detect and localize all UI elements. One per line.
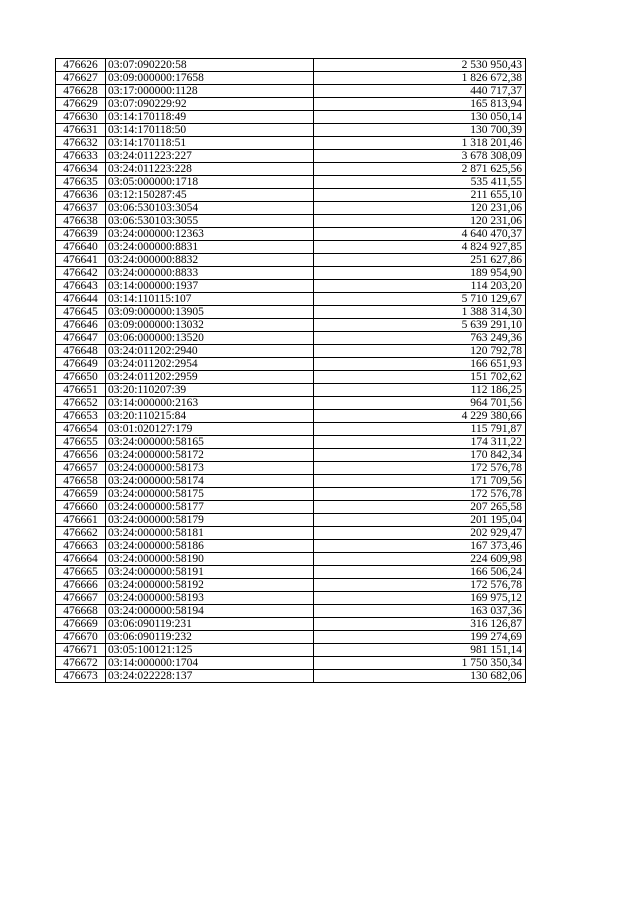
cadastral-number-cell: 03:24:000000:58191 (106, 566, 314, 579)
cadastral-value-cell: 120 231,06 (314, 202, 526, 215)
row-number-cell: 476640 (56, 241, 106, 254)
row-number-cell: 476650 (56, 371, 106, 384)
cadastral-value-cell: 4 229 380,66 (314, 410, 526, 423)
cadastral-value-cell: 2 871 625,56 (314, 163, 526, 176)
cadastral-value-cell: 170 842,34 (314, 449, 526, 462)
row-number-cell: 476668 (56, 605, 106, 618)
table-row (56, 527, 526, 540)
table-row (56, 410, 526, 423)
cadastral-number-cell: 03:14:170118:49 (106, 111, 314, 124)
table-row (56, 228, 526, 241)
table-row (56, 150, 526, 163)
cadastral-number-cell: 03:20:110215:84 (106, 410, 314, 423)
table-row (56, 241, 526, 254)
cadastral-number-cell: 03:24:000000:58193 (106, 592, 314, 605)
cadastral-number-cell: 03:24:000000:58181 (106, 527, 314, 540)
cadastral-number-cell: 03:07:090220:58 (106, 59, 314, 72)
row-number-cell: 476671 (56, 644, 106, 657)
row-number-cell: 476627 (56, 72, 106, 85)
table-row (56, 332, 526, 345)
cadastral-number-cell: 03:24:000000:58190 (106, 553, 314, 566)
cadastral-number-cell: 03:24:000000:8833 (106, 267, 314, 280)
cadastral-number-cell: 03:24:000000:58192 (106, 579, 314, 592)
cadastral-number-cell: 03:06:530103:3054 (106, 202, 314, 215)
table-row (56, 670, 526, 683)
table-row (56, 436, 526, 449)
cadastral-number-cell: 03:05:000000:1718 (106, 176, 314, 189)
cadastral-value-cell: 1 318 201,46 (314, 137, 526, 150)
row-number-cell: 476657 (56, 462, 106, 475)
cadastral-value-cell: 5 710 129,67 (314, 293, 526, 306)
cadastral-number-cell: 03:12:150287:45 (106, 189, 314, 202)
table-row (56, 514, 526, 527)
cadastral-number-cell: 03:14:000000:1937 (106, 280, 314, 293)
cadastral-value-cell: 130 682,06 (314, 670, 526, 683)
cadastral-number-cell: 03:06:530103:3055 (106, 215, 314, 228)
table-row (56, 644, 526, 657)
row-number-cell: 476669 (56, 618, 106, 631)
table-row (56, 592, 526, 605)
cadastral-number-cell: 03:24:000000:12363 (106, 228, 314, 241)
cadastral-value-cell: 199 274,69 (314, 631, 526, 644)
row-number-cell: 476648 (56, 345, 106, 358)
table-row (56, 98, 526, 111)
cadastral-value-cell: 163 037,36 (314, 605, 526, 618)
row-number-cell: 476670 (56, 631, 106, 644)
table-row (56, 306, 526, 319)
row-number-cell: 476651 (56, 384, 106, 397)
cadastral-number-cell: 03:09:000000:13032 (106, 319, 314, 332)
row-number-cell: 476632 (56, 137, 106, 150)
table-row (56, 657, 526, 670)
row-number-cell: 476654 (56, 423, 106, 436)
cadastral-value-cell: 981 151,14 (314, 644, 526, 657)
row-number-cell: 476633 (56, 150, 106, 163)
table-row (56, 345, 526, 358)
cadastral-value-cell: 166 506,24 (314, 566, 526, 579)
row-number-cell: 476635 (56, 176, 106, 189)
row-number-cell: 476656 (56, 449, 106, 462)
cadastral-value-cell: 130 700,39 (314, 124, 526, 137)
cadastral-number-cell: 03:05:100121:125 (106, 644, 314, 657)
cadastral-number-cell: 03:01:020127:179 (106, 423, 314, 436)
table-row (56, 488, 526, 501)
cadastral-value-cell: 120 792,78 (314, 345, 526, 358)
row-number-cell: 476642 (56, 267, 106, 280)
cadastral-value-cell: 3 678 308,09 (314, 150, 526, 163)
cadastral-number-cell: 03:07:090229:92 (106, 98, 314, 111)
cadastral-value-cell: 166 651,93 (314, 358, 526, 371)
cadastral-number-cell: 03:24:011202:2940 (106, 345, 314, 358)
table-row (56, 397, 526, 410)
cadastral-value-cell: 535 411,55 (314, 176, 526, 189)
table-row (56, 358, 526, 371)
row-number-cell: 476664 (56, 553, 106, 566)
cadastral-value-cell: 151 702,62 (314, 371, 526, 384)
row-number-cell: 476667 (56, 592, 106, 605)
cadastral-number-cell: 03:24:011223:227 (106, 150, 314, 163)
cadastral-number-cell: 03:06:000000:13520 (106, 332, 314, 345)
row-number-cell: 476629 (56, 98, 106, 111)
row-number-cell: 476655 (56, 436, 106, 449)
table-row (56, 293, 526, 306)
table-row (56, 85, 526, 98)
cadastral-value-cell: 172 576,78 (314, 579, 526, 592)
table-row (56, 254, 526, 267)
table-row (56, 202, 526, 215)
cadastral-value-cell: 211 655,10 (314, 189, 526, 202)
row-number-cell: 476666 (56, 579, 106, 592)
row-number-cell: 476644 (56, 293, 106, 306)
table-row (56, 423, 526, 436)
cadastral-number-cell: 03:14:110115:107 (106, 293, 314, 306)
table-body (56, 59, 526, 683)
table-row (56, 553, 526, 566)
cadastral-number-cell: 03:14:000000:2163 (106, 397, 314, 410)
table-row (56, 163, 526, 176)
cadastral-number-cell: 03:24:000000:8832 (106, 254, 314, 267)
cadastral-number-cell: 03:24:000000:58175 (106, 488, 314, 501)
row-number-cell: 476626 (56, 59, 106, 72)
row-number-cell: 476652 (56, 397, 106, 410)
cadastral-number-cell: 03:24:000000:58174 (106, 475, 314, 488)
cadastral-value-cell: 165 813,94 (314, 98, 526, 111)
row-number-cell: 476646 (56, 319, 106, 332)
cadastral-number-cell: 03:14:170118:51 (106, 137, 314, 150)
table-row (56, 579, 526, 592)
cadastral-value-cell: 130 050,14 (314, 111, 526, 124)
cadastral-value-cell: 120 231,06 (314, 215, 526, 228)
row-number-cell: 476673 (56, 670, 106, 683)
cadastral-value-cell: 2 530 950,43 (314, 59, 526, 72)
cadastral-number-cell: 03:24:000000:58177 (106, 501, 314, 514)
cadastral-number-cell: 03:24:000000:58165 (106, 436, 314, 449)
row-number-cell: 476641 (56, 254, 106, 267)
table-row (56, 618, 526, 631)
cadastral-number-cell: 03:24:011202:2954 (106, 358, 314, 371)
cadastral-value-cell: 316 126,87 (314, 618, 526, 631)
cadastral-number-cell: 03:06:090119:231 (106, 618, 314, 631)
row-number-cell: 476638 (56, 215, 106, 228)
cadastral-number-cell: 03:24:000000:58186 (106, 540, 314, 553)
cadastral-number-cell: 03:24:000000:58179 (106, 514, 314, 527)
table-row (56, 566, 526, 579)
row-number-cell: 476636 (56, 189, 106, 202)
table-row (56, 540, 526, 553)
cadastral-value-cell: 201 195,04 (314, 514, 526, 527)
table-row (56, 475, 526, 488)
cadastral-number-cell: 03:09:000000:13905 (106, 306, 314, 319)
cadastral-value-cell: 224 609,98 (314, 553, 526, 566)
table-row (56, 215, 526, 228)
row-number-cell: 476658 (56, 475, 106, 488)
cadastral-number-cell: 03:20:110207:39 (106, 384, 314, 397)
cadastral-value-cell: 1 826 672,38 (314, 72, 526, 85)
cadastral-value-cell: 4 640 470,37 (314, 228, 526, 241)
table-row (56, 176, 526, 189)
table-row (56, 319, 526, 332)
table-row (56, 267, 526, 280)
cadastral-value-cell: 5 639 291,10 (314, 319, 526, 332)
cadastral-number-cell: 03:14:000000:1704 (106, 657, 314, 670)
cadastral-value-cell: 251 627,86 (314, 254, 526, 267)
row-number-cell: 476662 (56, 527, 106, 540)
cadastral-value-cell: 964 701,56 (314, 397, 526, 410)
row-number-cell: 476649 (56, 358, 106, 371)
row-number-cell: 476634 (56, 163, 106, 176)
row-number-cell: 476630 (56, 111, 106, 124)
cadastral-number-cell: 03:14:170118:50 (106, 124, 314, 137)
cadastral-number-cell: 03:24:011202:2959 (106, 371, 314, 384)
table-row (56, 384, 526, 397)
row-number-cell: 476665 (56, 566, 106, 579)
cadastral-number-cell: 03:09:000000:17658 (106, 72, 314, 85)
row-number-cell: 476660 (56, 501, 106, 514)
cadastral-value-table (55, 58, 526, 683)
cadastral-number-cell: 03:24:000000:58194 (106, 605, 314, 618)
row-number-cell: 476647 (56, 332, 106, 345)
cadastral-value-cell: 763 249,36 (314, 332, 526, 345)
cadastral-value-cell: 115 791,87 (314, 423, 526, 436)
row-number-cell: 476645 (56, 306, 106, 319)
row-number-cell: 476628 (56, 85, 106, 98)
cadastral-value-cell: 189 954,90 (314, 267, 526, 280)
cadastral-value-cell: 4 824 927,85 (314, 241, 526, 254)
row-number-cell: 476631 (56, 124, 106, 137)
row-number-cell: 476653 (56, 410, 106, 423)
row-number-cell: 476637 (56, 202, 106, 215)
cadastral-number-cell: 03:24:000000:8831 (106, 241, 314, 254)
row-number-cell: 476661 (56, 514, 106, 527)
cadastral-number-cell: 03:06:090119:232 (106, 631, 314, 644)
table-row (56, 631, 526, 644)
table-row (56, 72, 526, 85)
cadastral-number-cell: 03:24:000000:58173 (106, 462, 314, 475)
cadastral-value-cell: 167 373,46 (314, 540, 526, 553)
row-number-cell: 476672 (56, 657, 106, 670)
table-row (56, 462, 526, 475)
cadastral-value-cell: 171 709,56 (314, 475, 526, 488)
cadastral-value-cell: 202 929,47 (314, 527, 526, 540)
table-row (56, 280, 526, 293)
row-number-cell: 476659 (56, 488, 106, 501)
table-row (56, 189, 526, 202)
cadastral-value-cell: 207 265,58 (314, 501, 526, 514)
cadastral-value-cell: 112 186,25 (314, 384, 526, 397)
row-number-cell: 476663 (56, 540, 106, 553)
cadastral-value-cell: 1 388 314,30 (314, 306, 526, 319)
row-number-cell: 476643 (56, 280, 106, 293)
table-row (56, 449, 526, 462)
cadastral-value-cell: 174 311,22 (314, 436, 526, 449)
row-number-cell: 476639 (56, 228, 106, 241)
cadastral-value-cell: 1 750 350,34 (314, 657, 526, 670)
cadastral-value-cell: 114 203,20 (314, 280, 526, 293)
table-row (56, 605, 526, 618)
cadastral-number-cell: 03:24:000000:58172 (106, 449, 314, 462)
table-row (56, 111, 526, 124)
cadastral-value-cell: 172 576,78 (314, 488, 526, 501)
table-row (56, 501, 526, 514)
cadastral-number-cell: 03:24:011223:228 (106, 163, 314, 176)
cadastral-number-cell: 03:17:000000:1128 (106, 85, 314, 98)
cadastral-value-cell: 440 717,37 (314, 85, 526, 98)
cadastral-value-cell: 172 576,78 (314, 462, 526, 475)
cadastral-value-cell: 169 975,12 (314, 592, 526, 605)
table-row (56, 371, 526, 384)
cadastral-number-cell: 03:24:022228:137 (106, 670, 314, 683)
table-row (56, 124, 526, 137)
table-row (56, 59, 526, 72)
table-row (56, 137, 526, 150)
